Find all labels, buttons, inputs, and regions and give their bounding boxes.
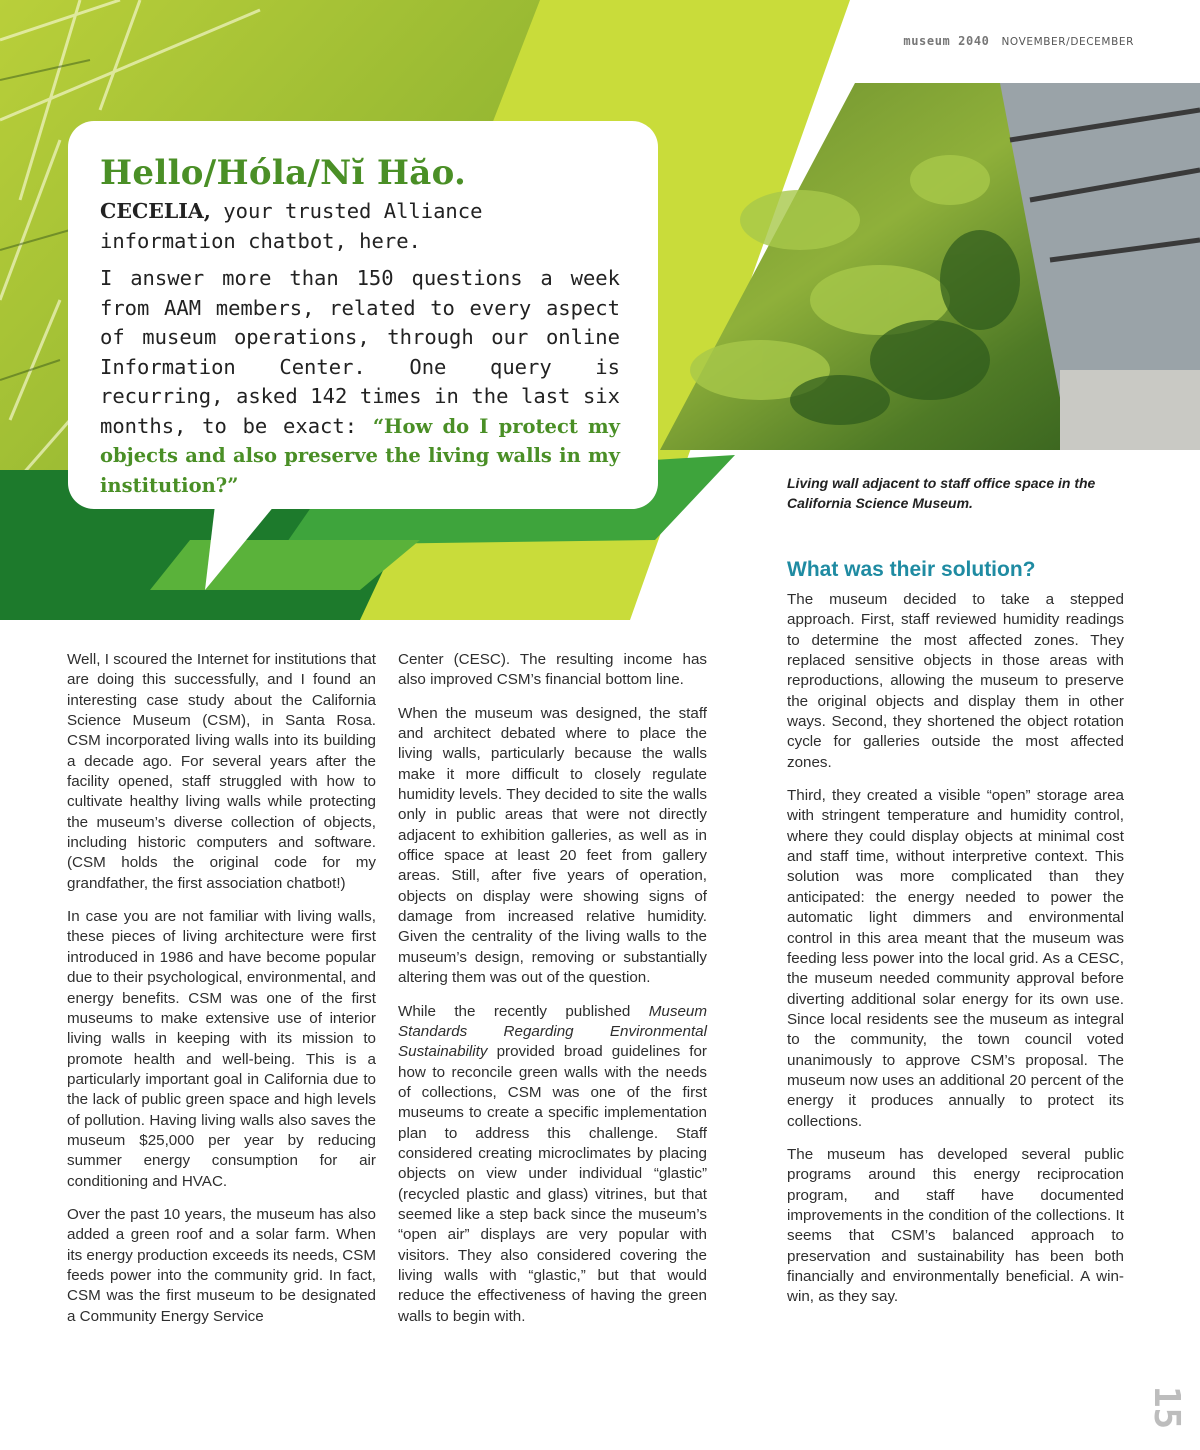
paragraph: When the museum was designed, the staff and architect debated where to place the living walls, particularly because the walls make it more difficult to closely regulate humidity levels. They decided to site the walls only in public areas that were not directly adjacent to exhibition galleries, as well as in office space at least 20 feet from gallery areas. Still, after five years of operation, objects on display were showing signs of damage from increased relative humidity. Given the centrality of the living walls to the museum’s design, removing or substantially altering them was out of the question. xyxy=(398,704,707,987)
greeting-headline: Hello/Hóla/Nĭ Hăo. xyxy=(100,153,467,193)
recurring-question: “How do I protect my objects and also preserve the living walls in my institution?” xyxy=(100,414,620,497)
chatbot-name: CECELIA, xyxy=(100,199,211,223)
photo-caption: Living wall adjacent to staff office space in the California Science Museum. xyxy=(787,475,1096,511)
section-heading: What was their solution? xyxy=(787,558,1036,581)
publication-title: Museum Standards Regarding Environmental Sustainability xyxy=(398,1002,707,1061)
chatbot-message xyxy=(100,264,620,500)
page-number: 15 xyxy=(1145,1385,1187,1430)
paragraph: The museum has developed several public programs around this energy reciprocation program, and staff have documented improvements in the condition of the collections. It seems that CSM’s balanced approach to preservation and sustainability has been both financially and environmentally beneficial. A win-win, as they say. xyxy=(787,1145,1124,1306)
paragraph: Center (CESC). The resulting income has also improved CSM’s financial bottom line. xyxy=(398,651,707,689)
paragraph-rest: provided broad guidelines for how to reconcile green walls with the needs of collections, CSM was one of the first museums to create a specific implementation plan to address this challenge. Staff considered creating microclimates by placing objects on view under individual “glastic” (recycled plastic and glass) vitrines, but that seemed like a step back since the museum’s “open air” displays are very popular with visitors. They also considered covering the living walls with “glastic,” but that would reduce the effectiveness of having the green walls to begin with. xyxy=(398,1043,707,1325)
paragraph: Third, they created a visible “open” storage area with stringent temperature and humidity control, where they could display objects at minimal cost and staff time, without interpretive context. This solution was more complicated than they anticipated: the energy needed to power the automatic light dimmers and environmental control in this area meant that the museum was feeding less power into the local grid. As a CESC, the museum needed community approval before diverting additional solar energy for its own use. Since local residents see the museum as integral to the community, the town council voted unanimously to approve CSM’s proposal. The museum now uses an additional 20 percent of the energy it produces annually to protect its collections. xyxy=(787,787,1124,1130)
chatbot-message-body: I answer more than 150 questions a week from AAM members, related to every aspect of museum operations, through our online Information Center. One query is recurring, asked 142 times in the last six months, to be exact: xyxy=(100,266,620,438)
running-header xyxy=(903,34,1134,48)
paragraph: Over the past 10 years, the museum has also added a green roof and a solar farm. When its energy production exceeds its needs, CSM feeds power into the community grid. In fact, CSM was the first museum to be designated a Community Energy Service xyxy=(67,1205,376,1325)
chatbot-intro xyxy=(100,197,620,256)
chatbot-speech-bubble xyxy=(68,121,658,509)
chatbot-intro-rest: your trusted Alliance information chatbot, here. xyxy=(100,199,483,253)
article-column-3 xyxy=(787,590,1124,1321)
article-column-1 xyxy=(67,650,376,1340)
article-column-2 xyxy=(398,650,707,1340)
magazine-brand: museum 2040 xyxy=(903,34,990,48)
paragraph-lead: While the recently published xyxy=(398,1002,649,1020)
paragraph: The museum decided to take a stepped approach. First, staff reviewed humidity readings to determine the most affected zones. They replaced sensitive objects in those areas with reproductions, allowing the museum to preserve the original objects and display them in other ways. Second, they shortened the object rotation cycle for galleries outside the most affected zones. xyxy=(787,591,1124,771)
paragraph xyxy=(398,1002,707,1328)
paragraph: Well, I scoured the Internet for institutions that are doing this successfully, and I found an interesting case study about the California Science Museum (CSM), in Santa Rosa. CSM incorporated living walls into its building a decade ago. For several years after the facility opened, staff struggled with how to cultivate healthy living walls while protecting the museum’s diverse collection of objects, including historic computers and software. (CSM holds the original code for my grandfather, the first association chatbot!) xyxy=(67,651,376,892)
issue-date: NOVEMBER/DECEMBER xyxy=(1001,36,1134,48)
paragraph: In case you are not familiar with living walls, these pieces of living architecture were first introduced in 1986 and have become popular due to their psychological, environmental, and energy benefits. CSM was one of the first museums to make extensive use of interior living walls in keeping with its mission to promote health and well-being. This is a particularly important goal in California due to the lack of public green space and high levels of pollution. Having living walls also saves the museum $25,000 per year by reducing summer energy consumption for air conditioning and HVAC. xyxy=(67,908,377,1190)
